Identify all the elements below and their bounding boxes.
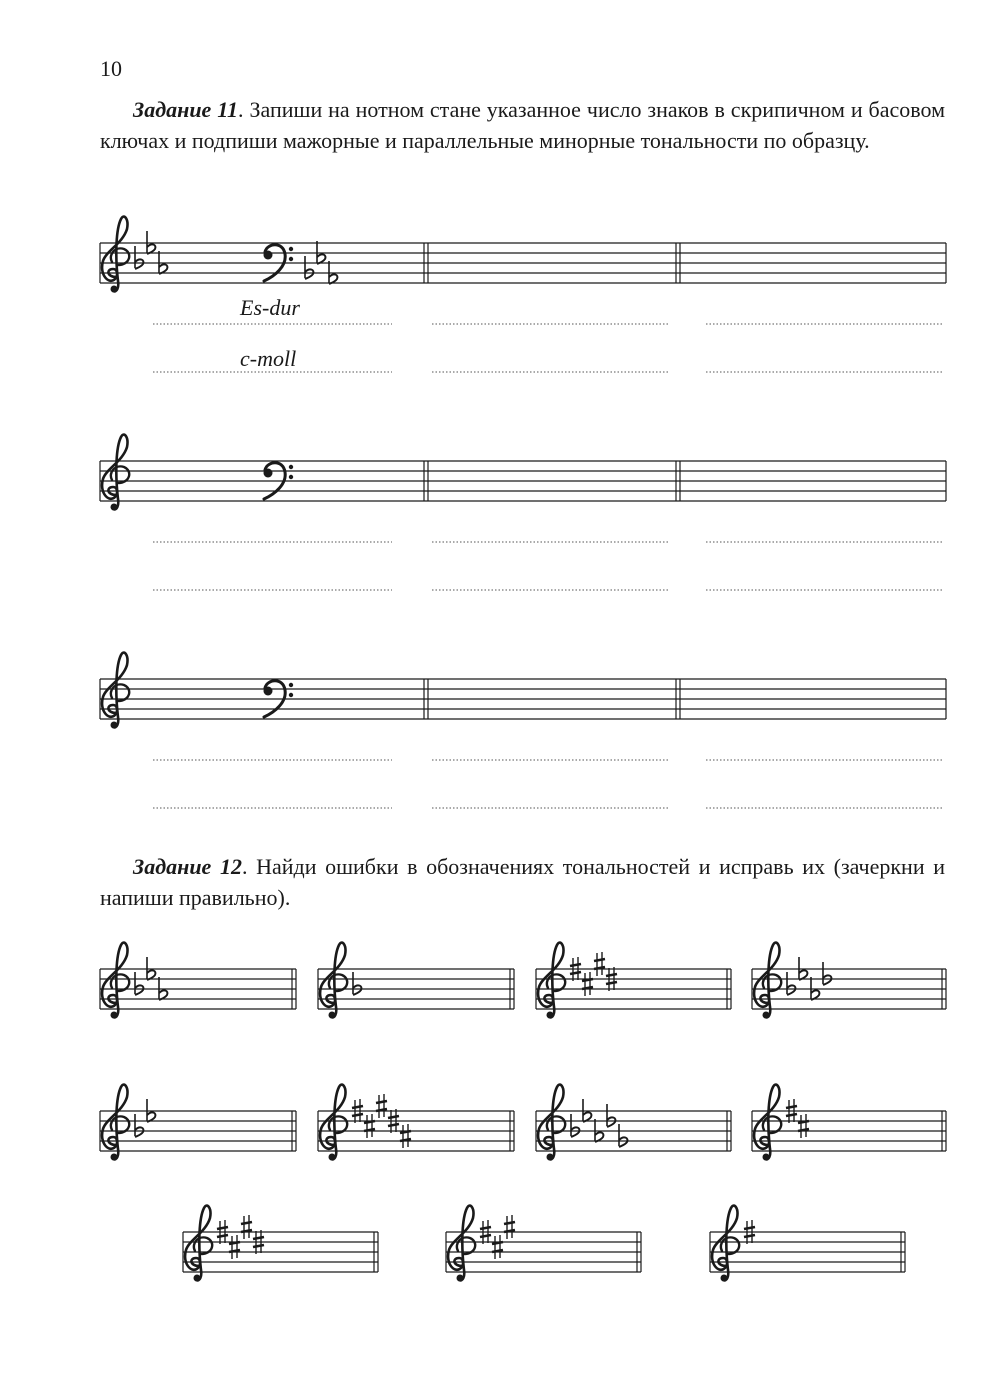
sharp-icon [229,1235,240,1259]
treble-clef-dot [111,504,118,511]
sharp-stroke [253,1245,264,1247]
flat-bowl [607,1117,615,1127]
treble-clef-icon [102,653,129,729]
task12-exercise [318,943,514,1019]
sharp-icon [376,1094,387,1118]
treble-clef-dot [763,1012,770,1019]
treble-clef-stroke [538,943,563,1018]
treble-clef-icon [754,1085,781,1161]
treble-clef-stroke [754,1085,779,1160]
treble-clef-stroke [102,217,127,292]
task12-exercise [446,1206,641,1282]
treble-clef-icon [712,1206,739,1282]
task11-staff [100,653,946,808]
sharp-icon [798,1114,809,1138]
sharp-icon [364,1114,375,1138]
task12-text: . Найди ошибки в обозначениях тональностей и исправь их (зачеркни и напиши правильно). [100,854,945,910]
flat-icon [787,972,795,995]
task11-title: Задание 11 [133,97,239,122]
treble-clef-dot [721,1275,728,1282]
treble-clef-dot [329,1154,336,1161]
flat-bowl [619,1137,627,1147]
treble-clef-stroke [102,1085,127,1160]
page-number: 10 [100,56,122,81]
treble-clef-stroke [448,1206,473,1281]
task12-exercise [536,1085,731,1161]
flat-icon [823,962,831,985]
sharp-stroke [217,1235,228,1237]
sharp-stroke [253,1237,264,1239]
treble-clef-dot [111,1012,118,1019]
treble-clef-stroke [185,1206,210,1281]
task12-exercise [100,943,296,1019]
bass-clef-dot [289,693,293,697]
task12-title: Задание 12 [133,854,242,879]
example-major-key: Es-dur [240,295,300,320]
sharp-stroke [352,1106,363,1108]
flat-bowl [135,259,143,269]
sharp-stroke [480,1235,491,1237]
task12-exercise [710,1206,905,1282]
bass-clef-dot [289,683,293,687]
treble-clef-icon [102,217,129,293]
treble-clef-icon [102,943,129,1019]
treble-clef-dot [111,286,118,293]
treble-clef-icon [102,435,129,511]
sharp-icon [492,1235,503,1259]
treble-clef-stroke [102,653,127,728]
sharp-stroke [606,974,617,976]
flat-bowl [787,985,795,995]
task12-exercise [100,1085,296,1161]
sharp-icon [241,1215,252,1239]
sharp-stroke [744,1235,755,1237]
treble-clef-dot [111,1154,118,1161]
flat-bowl [571,1127,579,1137]
treble-clef-icon [754,943,781,1019]
treble-clef-stroke [712,1206,737,1281]
sharp-stroke [388,1116,399,1118]
flat-bowl [353,985,361,995]
flat-icon [135,246,143,269]
sharp-stroke [241,1222,252,1224]
treble-clef-stroke [320,943,345,1018]
task11-staff [100,217,946,372]
flat-bowl [135,985,143,995]
sharp-stroke [388,1124,399,1126]
example-minor-key: c-moll [240,346,297,371]
task11-staff [100,435,946,590]
flat-bowl [135,1127,143,1137]
sharp-stroke [786,1114,797,1116]
treble-clef-stroke [320,1085,345,1160]
treble-clef-icon [448,1206,475,1282]
treble-clef-icon [320,1085,347,1161]
treble-clef-dot [194,1275,201,1282]
sharp-stroke [744,1227,755,1229]
sharp-icon [582,972,593,996]
treble-clef-icon [538,943,565,1019]
sharp-icon [594,952,605,976]
sharp-stroke [376,1101,387,1103]
sharp-stroke [352,1114,363,1116]
treble-clef-dot [547,1012,554,1019]
task12-exercise [752,1085,946,1161]
sharp-stroke [570,972,581,974]
bass-clef-dot [289,257,293,261]
treble-clef-stroke [102,435,127,510]
sharp-stroke [594,959,605,961]
flat-icon [607,1104,615,1127]
treble-clef-icon [185,1206,212,1282]
flat-icon [305,256,313,279]
sharp-stroke [504,1222,515,1224]
treble-clef-dot [111,722,118,729]
treble-clef-icon [102,1085,129,1161]
sharp-stroke [606,982,617,984]
sharp-stroke [480,1227,491,1229]
treble-clef-icon [538,1085,565,1161]
flat-icon [135,972,143,995]
task12-exercise [536,943,731,1019]
flat-icon [353,972,361,995]
bass-clef-dot [289,475,293,479]
sharp-stroke [786,1106,797,1108]
treble-clef-stroke [102,943,127,1018]
task12-exercise [752,943,946,1019]
treble-clef-stroke [754,943,779,1018]
sharp-stroke [570,964,581,966]
treble-clef-dot [329,1012,336,1019]
task12-exercise [318,1085,514,1161]
bass-clef-dot [289,465,293,469]
flat-bowl [305,269,313,279]
treble-clef-dot [763,1154,770,1161]
treble-clef-icon [320,943,347,1019]
flat-bowl [823,975,831,985]
flat-icon [135,1114,143,1137]
treble-clef-dot [547,1154,554,1161]
flat-icon [619,1124,627,1147]
sharp-stroke [217,1227,228,1229]
treble-clef-dot [457,1275,464,1282]
sharp-icon [400,1124,411,1148]
flat-icon [571,1114,579,1137]
bass-clef-dot [289,247,293,251]
task11-text: . Запиши на нотном стане указанное число знаков в скрипичном и басовом ключах и подпиши мажорные и параллельные минорные тональности по образцу. [100,97,946,153]
sharp-icon [504,1215,515,1239]
treble-clef-stroke [538,1085,563,1160]
task12-exercise [183,1206,378,1282]
